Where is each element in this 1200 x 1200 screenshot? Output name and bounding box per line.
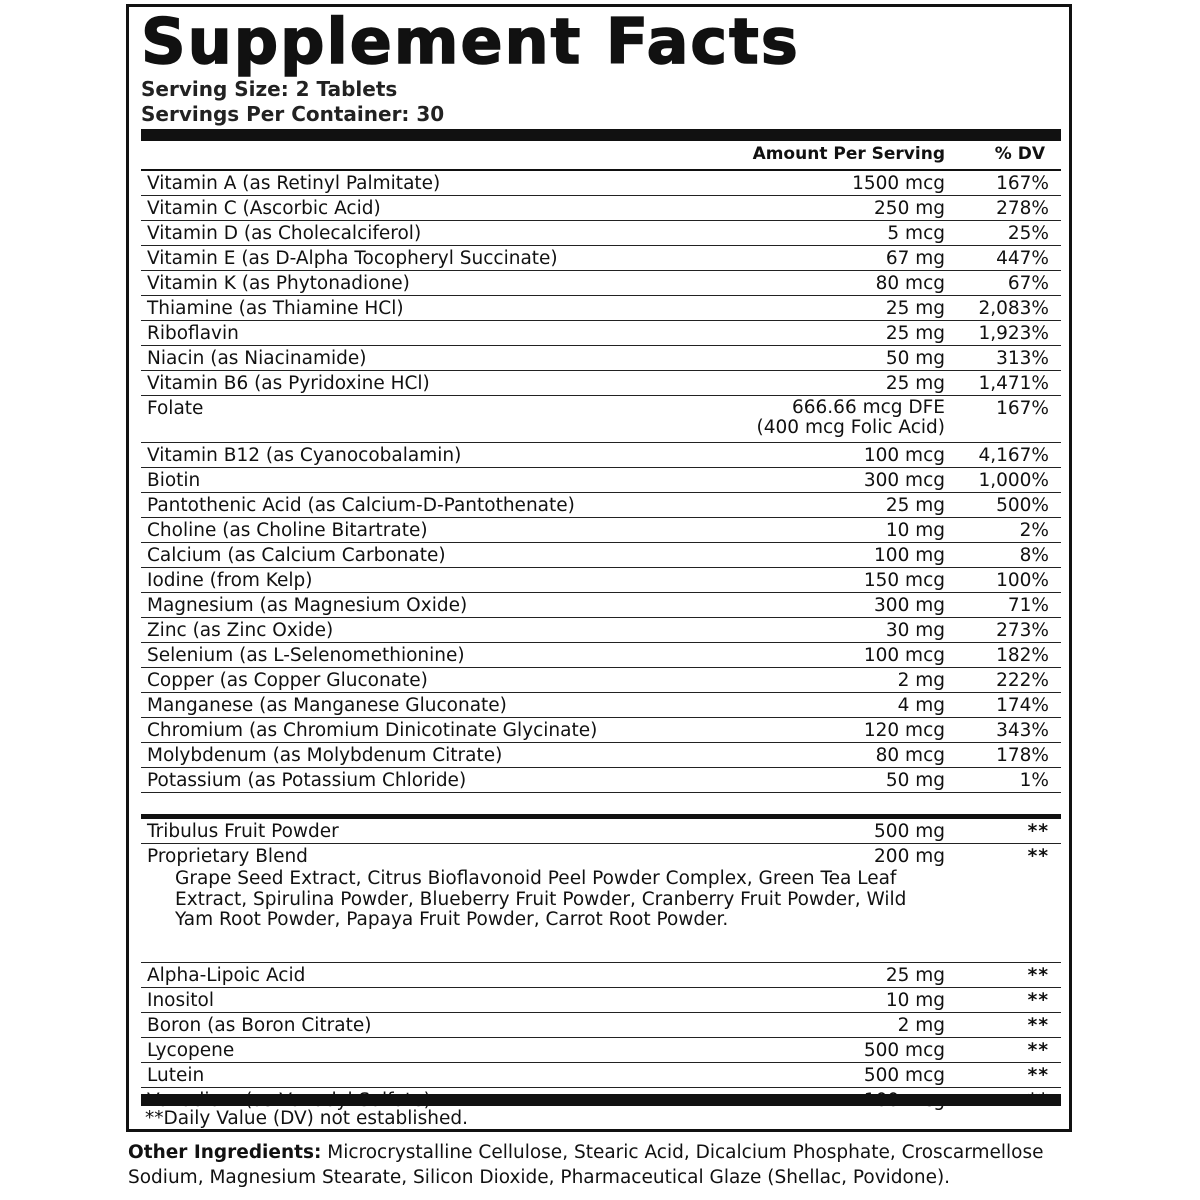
nutrient-name: Manganese (as Manganese Gluconate) (147, 695, 507, 716)
nutrient-amount (757, 398, 945, 438)
nutrient-amount: 67 mg (885, 248, 945, 269)
nutrient-dv: 100% (996, 570, 1049, 591)
nutrient-dv: 167% (996, 398, 1049, 419)
daily-value-header: % DV (994, 144, 1045, 164)
nutrient-row (141, 396, 1061, 443)
other-ingredients (128, 1140, 1068, 1190)
ingredient-row (141, 1038, 1061, 1063)
nutrient-amount: 250 mg (874, 198, 945, 219)
nutrient-dv: 1,000% (978, 470, 1049, 491)
nutrient-row (141, 743, 1061, 768)
nutrient-row (141, 693, 1061, 718)
ingredient-amount: 25 mg (885, 965, 945, 986)
nutrient-amount: 100 mcg (863, 445, 945, 466)
nutrient-name: Potassium (as Potassium Chloride) (147, 770, 467, 791)
nutrient-dv: 174% (996, 695, 1049, 716)
nutrient-name: Vitamin D (as Cholecalciferol) (147, 223, 422, 244)
nutrient-name: Thiamine (as Thiamine HCl) (147, 298, 404, 319)
nutrient-row (141, 196, 1061, 221)
nutrient-amount: 80 mcg (875, 745, 945, 766)
nutrient-name: Vitamin A (as Retinyl Palmitate) (147, 173, 441, 194)
nutrient-name: Biotin (147, 470, 201, 491)
nutrient-amount: 300 mcg (863, 470, 945, 491)
thick-divider-top (141, 129, 1061, 141)
ingredient-amount: 500 mcg (863, 1065, 945, 1086)
nutrient-dv: 278% (996, 198, 1049, 219)
nutrient-name: Calcium (as Calcium Carbonate) (147, 545, 446, 566)
ingredient-row (141, 819, 1061, 844)
ingredient-row (141, 844, 1061, 963)
nutrient-amount: 25 mg (885, 298, 945, 319)
other-ingredients-label: Other Ingredients: (128, 1142, 322, 1163)
thick-divider-bottom (141, 1094, 1061, 1106)
ingredient-name: Lutein (147, 1065, 205, 1086)
ingredient-row (141, 1063, 1061, 1088)
ingredient-dv: ** (1027, 1015, 1049, 1036)
nutrient-name: Iodine (from Kelp) (147, 570, 313, 591)
nutrient-dv: 25% (1007, 223, 1049, 244)
nutrient-row (141, 768, 1061, 793)
ingredient-amount: 500 mcg (863, 1040, 945, 1061)
amount-per-serving-header: Amount Per Serving (752, 144, 945, 164)
ingredient-amount: 2 mg (897, 1015, 945, 1036)
nutrient-dv: 8% (1019, 545, 1049, 566)
nutrient-row (141, 643, 1061, 668)
servings-per-container: Servings Per Container: 30 (141, 102, 445, 126)
nutrient-name: Pantothenic Acid (as Calcium-D-Pantothenate) (147, 495, 575, 516)
ingredient-row (141, 1013, 1061, 1038)
nutrient-dv: 343% (996, 720, 1049, 741)
nutrient-amount: 150 mcg (863, 570, 945, 591)
nutrient-dv: 4,167% (978, 445, 1049, 466)
nutrient-dv: 447% (996, 248, 1049, 269)
nutrient-row (141, 568, 1061, 593)
nutrient-dv: 167% (996, 173, 1049, 194)
nutrient-name: Folate (147, 398, 204, 419)
nutrient-amount: 25 mg (885, 373, 945, 394)
nutrient-name: Selenium (as L-Selenomethionine) (147, 645, 465, 666)
nutrient-dv: 178% (996, 745, 1049, 766)
nutrient-row (141, 543, 1061, 568)
ingredient-dv: ** (1027, 821, 1049, 842)
panel-title: Supplement Facts (141, 5, 800, 78)
nutrient-amount: 10 mg (885, 520, 945, 541)
nutrient-amount: 80 mcg (875, 273, 945, 294)
nutrient-row (141, 346, 1061, 371)
nutrient-dv: 500% (996, 495, 1049, 516)
ingredient-dv: ** (1027, 990, 1049, 1011)
nutrient-row (141, 468, 1061, 493)
nutrient-dv: 1,471% (978, 373, 1049, 394)
nutrient-dv: 273% (996, 620, 1049, 641)
nutrient-name: Copper (as Copper Gluconate) (147, 670, 428, 691)
nutrient-table (141, 171, 1061, 793)
nutrient-amount-note: (400 mcg Folic Acid) (756, 417, 945, 438)
blend-description: Grape Seed Extract, Citrus Bioflavonoid Peel Powder Complex, Green Tea Leaf Extract, Spirulina Powder, Blueberry Fruit Powder, Cranberry Fruit Powder, Wild Yam Root Powder, Papaya Fruit Powder, Carrot Root Powder. (175, 868, 907, 930)
nutrient-name: Vitamin C (Ascorbic Acid) (147, 198, 381, 219)
nutrient-name: Chromium (as Chromium Dinicotinate Glycinate) (147, 720, 598, 741)
ingredient-name: Inositol (147, 990, 214, 1011)
nutrient-name: Choline (as Choline Bitartrate) (147, 520, 428, 541)
nutrient-name: Vitamin E (as D-Alpha Tocopheryl Succinate) (147, 248, 558, 269)
ingredient-dv: ** (1027, 965, 1049, 986)
nutrient-amount: 100 mg (874, 545, 945, 566)
nutrient-row (141, 668, 1061, 693)
nutrient-dv: 2% (1019, 520, 1049, 541)
ingredient-dv: ** (1027, 1065, 1049, 1086)
nutrient-dv: 71% (1007, 595, 1049, 616)
nutrient-row (141, 296, 1061, 321)
ingredient-amount: 200 mg (874, 846, 945, 867)
nutrient-row (141, 221, 1061, 246)
nutrient-row (141, 371, 1061, 396)
other-ingredients-table (141, 819, 1061, 1112)
nutrient-amount: 300 mg (874, 595, 945, 616)
ingredient-row (141, 988, 1061, 1013)
nutrient-dv: 222% (996, 670, 1049, 691)
ingredient-name: Lycopene (147, 1040, 235, 1061)
nutrient-row (141, 593, 1061, 618)
nutrient-row (141, 321, 1061, 346)
nutrient-amount: 30 mg (885, 620, 945, 641)
nutrient-amount: 4 mg (897, 695, 945, 716)
nutrient-name: Vitamin K (as Phytonadione) (147, 273, 410, 294)
nutrient-name: Riboflavin (147, 323, 239, 344)
nutrient-name: Magnesium (as Magnesium Oxide) (147, 595, 468, 616)
ingredient-dv: ** (1027, 1040, 1049, 1061)
nutrient-name: Zinc (as Zinc Oxide) (147, 620, 334, 641)
nutrient-dv: 2,083% (978, 298, 1049, 319)
dv-footnote: **Daily Value (DV) not established. (145, 1108, 468, 1129)
ingredient-amount: 500 mg (874, 821, 945, 842)
ingredient-name: Alpha-Lipoic Acid (147, 965, 306, 986)
other-ingredients-text: Microcrystalline Cellulose, Stearic Acid, Dicalcium Phosphate, Croscarmellose Sodium, Magnesium Stearate, Silicon Dioxide, Pharmaceutical Glaze (Shellac, Povidone). (128, 1142, 1044, 1188)
nutrient-amount: 25 mg (885, 323, 945, 344)
nutrient-amount: 2 mg (897, 670, 945, 691)
nutrient-row (141, 493, 1061, 518)
nutrient-amount: 50 mg (885, 770, 945, 791)
nutrient-dv: 1% (1019, 770, 1049, 791)
nutrient-row (141, 443, 1061, 468)
nutrient-name: Vitamin B12 (as Cyanocobalamin) (147, 445, 462, 466)
nutrient-dv: 313% (996, 348, 1049, 369)
nutrient-row (141, 518, 1061, 543)
ingredient-row (141, 963, 1061, 988)
nutrient-amount: 100 mcg (863, 645, 945, 666)
nutrient-amount: 25 mg (885, 495, 945, 516)
nutrient-row (141, 618, 1061, 643)
nutrient-row (141, 271, 1061, 296)
nutrient-dv: 182% (996, 645, 1049, 666)
nutrient-dv: 1,923% (978, 323, 1049, 344)
nutrient-amount: 50 mg (885, 348, 945, 369)
nutrient-amount: 5 mcg (887, 223, 945, 244)
supplement-facts-panel (126, 4, 1072, 1132)
ingredient-dv: ** (1027, 846, 1049, 867)
serving-size: Serving Size: 2 Tablets (141, 77, 398, 101)
nutrient-name: Vitamin B6 (as Pyridoxine HCl) (147, 373, 430, 394)
nutrient-amount: 120 mcg (863, 720, 945, 741)
nutrient-row (141, 171, 1061, 196)
nutrient-dv: 67% (1007, 273, 1049, 294)
ingredient-name: Boron (as Boron Citrate) (147, 1015, 372, 1036)
nutrient-amount: 1500 mcg (852, 173, 945, 194)
ingredient-name: Tribulus Fruit Powder (147, 821, 339, 842)
ingredient-amount: 10 mg (885, 990, 945, 1011)
nutrient-name: Niacin (as Niacinamide) (147, 348, 367, 369)
nutrient-amount-line: 666.66 mcg DFE (791, 397, 945, 418)
nutrient-row (141, 246, 1061, 271)
nutrient-row (141, 718, 1061, 743)
nutrient-name: Molybdenum (as Molybdenum Citrate) (147, 745, 503, 766)
ingredient-name: Proprietary Blend (147, 846, 308, 867)
